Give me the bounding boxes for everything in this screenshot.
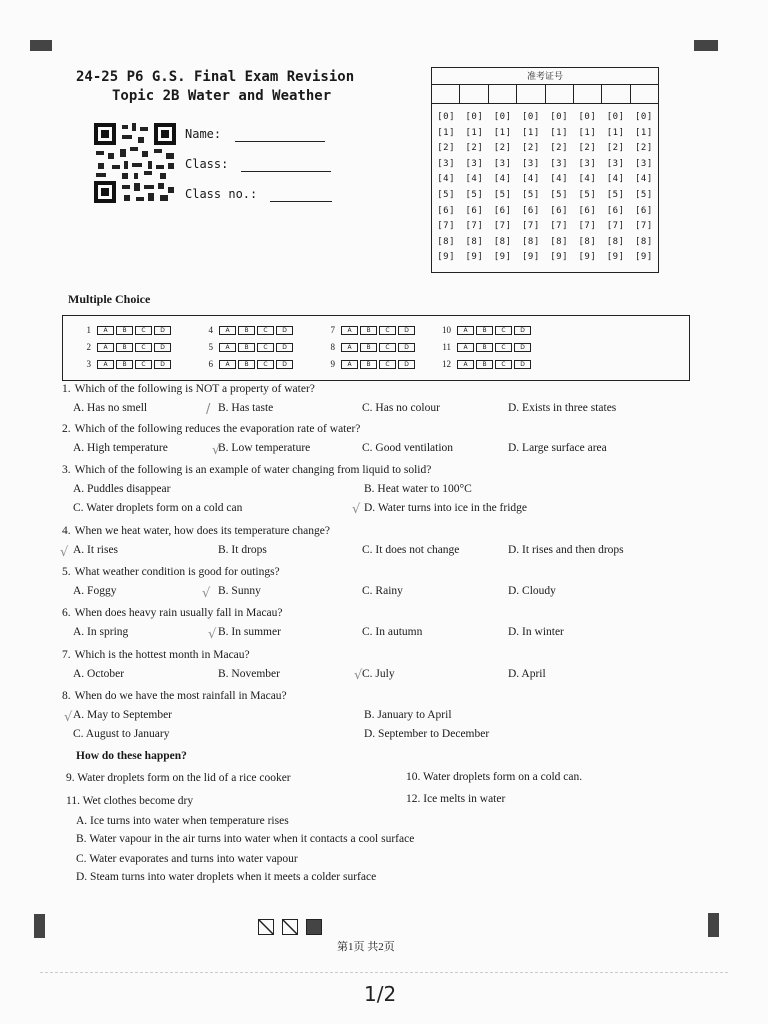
check-mark-icon: √	[202, 586, 211, 601]
id-digit-bubble[interactable]: [9]	[521, 252, 540, 263]
id-digit-bubble[interactable]: [0]	[437, 112, 455, 122]
id-digit-bubble[interactable]: [9]	[606, 252, 625, 263]
id-grid-header: 准考证号	[432, 68, 658, 85]
id-digit-bubble[interactable]: [8]	[578, 236, 597, 247]
answer-bubble[interactable]: A	[219, 326, 236, 335]
id-digit-columns	[432, 104, 658, 266]
part2-heading: How do these happen?	[76, 750, 187, 762]
check-mark-icon: √	[352, 502, 361, 517]
answer-option[interactable]: A. Puddles disappear	[73, 483, 171, 495]
answer-bubble[interactable]: B	[116, 343, 133, 352]
answer-number: 1	[86, 325, 91, 335]
question-number: 3.	[62, 464, 71, 476]
id-digit-bubble[interactable]: [2]	[606, 143, 625, 154]
id-digit-bubble[interactable]: [6]	[437, 205, 455, 216]
scan-edge	[40, 972, 728, 973]
answer-row	[437, 341, 533, 353]
answer-number: 7	[330, 325, 335, 335]
answer-option[interactable]: C. Good ventilation	[362, 442, 454, 454]
matching-item: 12. Ice melts in water	[406, 793, 506, 805]
answer-bubble[interactable]: D	[276, 360, 293, 369]
answer-row	[437, 324, 533, 336]
id-digit-column	[432, 110, 460, 266]
id-digit-bubble[interactable]: [6]	[493, 205, 512, 216]
answer-bubble[interactable]: C	[495, 326, 512, 335]
answer-option[interactable]: D. It rises and then drops	[508, 544, 624, 556]
answer-number: 6	[208, 359, 213, 369]
answer-bubble[interactable]: A	[219, 343, 236, 352]
id-digit-bubble[interactable]: [7]	[606, 221, 625, 232]
answer-bubble[interactable]: D	[398, 360, 415, 369]
matching-item: 10. Water droplets form on a cold can.	[406, 771, 583, 783]
answer-bubble[interactable]: D	[398, 343, 415, 352]
answer-bubble[interactable]: D	[514, 360, 531, 369]
id-digit-column	[489, 110, 517, 266]
answer-bubble[interactable]: B	[360, 343, 377, 352]
id-digit-bubble[interactable]: [5]	[465, 189, 484, 200]
id-digit-bubble[interactable]: [0]	[465, 112, 484, 122]
check-mark-icon: √	[60, 545, 69, 560]
answer-bubble[interactable]: B	[238, 343, 255, 352]
class-label: Class:	[185, 157, 229, 171]
id-digit-bubble[interactable]: [4]	[550, 174, 568, 185]
class-field[interactable]	[241, 171, 331, 172]
answer-bubble[interactable]: D	[154, 326, 171, 335]
matching-item: 9. Water droplets form on the lid of a rice cooker	[66, 772, 291, 784]
answer-option[interactable]: A. Foggy	[73, 585, 117, 597]
question-text	[62, 423, 360, 435]
id-entry-row	[432, 85, 658, 104]
answer-bubble[interactable]: D	[154, 343, 171, 352]
id-digit-bubble[interactable]: [7]	[550, 221, 568, 232]
answer-row	[199, 341, 295, 353]
id-digit-bubble[interactable]: [3]	[550, 158, 568, 169]
matching-item: 11. Wet clothes become dry	[66, 795, 194, 807]
answer-bubble[interactable]: C	[379, 343, 396, 352]
question-stem: Which of the following is an example of water changing from liquid to solid?	[74, 464, 432, 476]
answer-option[interactable]: C. July	[362, 668, 395, 680]
answer-bubble[interactable]: A	[457, 326, 474, 335]
question-number: 2.	[62, 423, 71, 435]
id-digit-bubble[interactable]: [8]	[437, 236, 455, 247]
id-digit-column	[602, 110, 630, 266]
name-label: Name:	[185, 127, 222, 141]
id-digit-bubble[interactable]: [6]	[634, 205, 653, 216]
answer-row	[77, 324, 173, 336]
slash-box-icon	[282, 919, 298, 935]
page-number: 第1页 共2页	[337, 941, 395, 953]
id-digit-bubble[interactable]: [1]	[550, 127, 568, 138]
answer-option[interactable]: D. Water turns into ice in the fridge	[364, 502, 528, 514]
id-digit-bubble[interactable]: [2]	[550, 143, 568, 154]
id-digit-bubble[interactable]: [6]	[465, 205, 484, 216]
answer-bubble[interactable]: B	[476, 360, 493, 369]
matching-choice: B. Water vapour in the air turns into water when it contacts a cool surface	[76, 833, 415, 845]
answer-bubble[interactable]: C	[135, 360, 152, 369]
id-digit-bubble[interactable]: [7]	[493, 221, 512, 232]
answer-bubble[interactable]: C	[379, 326, 396, 335]
title-line-2: Topic 2B Water and Weather	[112, 88, 332, 104]
answer-option[interactable]: B. Has taste	[218, 402, 274, 414]
id-digit-bubble[interactable]: [4]	[493, 174, 512, 185]
question-stem: Which of the following reduces the evaporation rate of water?	[74, 423, 361, 435]
answer-bubble[interactable]: D	[514, 326, 531, 335]
question-text	[62, 607, 283, 619]
id-digit-bubble[interactable]: [8]	[634, 236, 653, 247]
id-digit-bubble[interactable]: [7]	[578, 221, 597, 232]
question-text	[62, 566, 280, 578]
answer-row	[321, 358, 417, 370]
id-digit-bubble[interactable]: [3]	[578, 158, 597, 169]
answer-bubble[interactable]: A	[457, 343, 474, 352]
answer-bubble[interactable]: A	[341, 343, 358, 352]
matching-choice: D. Steam turns into water droplets when it meets a colder surface	[76, 871, 377, 883]
id-digit-bubble[interactable]: [0]	[550, 112, 568, 122]
answer-row	[321, 341, 417, 353]
id-digit-column	[573, 110, 601, 266]
answer-bubble[interactable]: B	[238, 326, 255, 335]
id-digit-bubble[interactable]: [5]	[521, 189, 540, 200]
answer-option[interactable]: A. October	[73, 668, 125, 680]
id-digit-bubble[interactable]: [5]	[550, 189, 568, 200]
id-digit-bubble[interactable]: [2]	[521, 143, 540, 154]
answer-option[interactable]: A. High temperature	[73, 442, 168, 454]
answer-option[interactable]: A. Has no smell	[73, 402, 148, 414]
answer-bubble[interactable]: D	[398, 326, 415, 335]
answer-option[interactable]: B. It drops	[218, 544, 267, 556]
class-no-label: Class no.:	[185, 187, 258, 201]
answer-bubble[interactable]: A	[219, 360, 236, 369]
id-digit-bubble[interactable]: [3]	[465, 158, 484, 169]
answer-bubble[interactable]: C	[135, 326, 152, 335]
id-digit-bubble[interactable]: [4]	[606, 174, 625, 185]
question-stem: Which of the following is NOT a property of water?	[74, 383, 315, 395]
answer-sheet	[62, 315, 690, 381]
id-digit-bubble[interactable]: [4]	[521, 174, 540, 185]
id-digit-bubble[interactable]: [0]	[606, 112, 625, 122]
id-digit-bubble[interactable]: [7]	[634, 221, 653, 232]
id-digit-bubble[interactable]: [5]	[437, 189, 455, 200]
id-digit-bubble[interactable]: [9]	[493, 252, 512, 263]
id-digit-bubble[interactable]: [8]	[521, 236, 540, 247]
question-number: 1.	[62, 383, 71, 395]
check-mark-icon: √	[212, 443, 221, 458]
id-digit-bubble[interactable]: [4]	[465, 174, 484, 185]
id-digit-bubble[interactable]: [1]	[606, 127, 625, 138]
matching-choice: C. Water evaporates and turns into water vapour	[76, 853, 298, 865]
question-text	[62, 464, 431, 476]
question-number: 8.	[62, 690, 71, 702]
question-text	[62, 690, 287, 702]
id-digit-bubble[interactable]: [7]	[521, 221, 540, 232]
id-digit-bubble[interactable]: [8]	[550, 236, 568, 247]
question-number: 5.	[62, 566, 71, 578]
answer-bubble[interactable]: D	[514, 343, 531, 352]
answer-bubble[interactable]: A	[97, 343, 114, 352]
answer-bubble[interactable]: C	[379, 360, 396, 369]
answer-option[interactable]: C. In autumn	[362, 626, 423, 638]
answer-number: 10	[442, 325, 451, 335]
answer-bubble[interactable]: A	[457, 360, 474, 369]
answer-option[interactable]: B. Sunny	[218, 585, 261, 597]
answer-option[interactable]: A. In spring	[73, 626, 129, 638]
id-digit-bubble[interactable]: [1]	[521, 127, 540, 138]
check-mark-icon: /	[206, 402, 211, 417]
id-digit-bubble[interactable]: [6]	[578, 205, 597, 216]
id-digit-bubble[interactable]: [3]	[437, 158, 455, 169]
answer-option[interactable]: B. Low temperature	[218, 442, 311, 454]
answer-bubble[interactable]: A	[97, 360, 114, 369]
check-mark-icon: √	[208, 627, 217, 642]
id-digit-bubble[interactable]: [0]	[634, 112, 653, 122]
answer-option[interactable]: A. May to September	[73, 709, 173, 721]
answer-option[interactable]: D. Exists in three states	[508, 402, 617, 414]
answer-number: 3	[86, 359, 91, 369]
answer-bubble[interactable]: B	[360, 326, 377, 335]
section-title: Multiple Choice	[68, 292, 151, 306]
name-field[interactable]	[235, 141, 325, 142]
answer-row	[437, 358, 533, 370]
answer-option[interactable]: B. In summer	[218, 626, 281, 638]
question-text	[62, 649, 250, 661]
title-line-1: 24-25 P6 G.S. Final Exam Revision	[76, 69, 355, 85]
answer-bubble[interactable]: C	[257, 343, 274, 352]
answer-option[interactable]: D. Large surface area	[508, 442, 607, 454]
answer-option[interactable]: B. January to April	[364, 709, 452, 721]
answer-option[interactable]: C. August to January	[73, 728, 170, 740]
registration-mark-bottom-right	[708, 913, 719, 937]
id-digit-bubble[interactable]: [6]	[550, 205, 568, 216]
question-number: 4.	[62, 525, 71, 537]
id-digit-bubble[interactable]: [5]	[578, 189, 597, 200]
id-digit-bubble[interactable]: [0]	[493, 112, 512, 122]
id-digit-bubble[interactable]: [2]	[437, 143, 455, 154]
answer-row	[199, 358, 295, 370]
id-digit-bubble[interactable]: [8]	[465, 236, 484, 247]
id-digit-bubble[interactable]: [7]	[437, 221, 455, 232]
slash-box-icon	[258, 919, 274, 935]
question-number: 6.	[62, 607, 71, 619]
answer-bubble[interactable]: C	[257, 326, 274, 335]
id-digit-column	[517, 110, 545, 266]
id-digit-bubble[interactable]: [8]	[493, 236, 512, 247]
answer-bubble[interactable]: B	[116, 326, 133, 335]
id-digit-bubble[interactable]: [9]	[634, 252, 653, 263]
id-digit-bubble[interactable]: [5]	[493, 189, 512, 200]
id-digit-bubble[interactable]: [9]	[437, 252, 455, 263]
answer-option[interactable]: B. Heat water to 100°C	[364, 483, 472, 495]
question-stem: Which is the hottest month in Macau?	[74, 649, 250, 661]
id-digit-bubble[interactable]: [1]	[634, 127, 653, 138]
filled-box-icon	[306, 919, 322, 935]
id-digit-bubble[interactable]: [6]	[606, 205, 625, 216]
answer-bubble[interactable]: C	[135, 343, 152, 352]
id-digit-bubble[interactable]: [1]	[493, 127, 512, 138]
id-digit-column	[460, 110, 488, 266]
answer-bubble[interactable]: C	[495, 343, 512, 352]
id-digit-column	[630, 110, 658, 266]
id-digit-bubble[interactable]: [6]	[521, 205, 540, 216]
answer-option[interactable]: B. November	[218, 668, 280, 680]
id-digit-bubble[interactable]: [0]	[521, 112, 540, 122]
answer-number: 9	[330, 359, 335, 369]
answer-bubble[interactable]: B	[476, 343, 493, 352]
id-digit-bubble[interactable]: [2]	[634, 143, 653, 154]
answer-option[interactable]: C. Rainy	[362, 585, 403, 597]
answer-bubble[interactable]: D	[276, 343, 293, 352]
answer-option[interactable]: D. In winter	[508, 626, 564, 638]
question-stem: When do we have the most rainfall in Macau?	[74, 690, 287, 702]
id-digit-bubble[interactable]: [9]	[550, 252, 568, 263]
footer-boxes	[258, 918, 326, 936]
answer-bubble[interactable]: D	[276, 326, 293, 335]
answer-number: 4	[208, 325, 213, 335]
answer-bubble[interactable]: B	[476, 326, 493, 335]
class-no-field[interactable]	[270, 201, 332, 202]
answer-number: 5	[208, 342, 213, 352]
qr-code	[94, 123, 178, 203]
registration-mark-top-left	[30, 40, 52, 51]
question-number: 7.	[62, 649, 71, 661]
answer-option[interactable]: D. April	[508, 668, 546, 680]
id-digit-bubble[interactable]: [4]	[578, 174, 597, 185]
answer-bubble[interactable]: A	[341, 326, 358, 335]
id-digit-bubble[interactable]: [4]	[634, 174, 653, 185]
viewer-page-indicator: 1/2	[364, 982, 397, 1006]
answer-number: 11	[442, 342, 451, 352]
answer-bubble[interactable]: B	[238, 360, 255, 369]
answer-bubble[interactable]: B	[360, 360, 377, 369]
id-digit-bubble[interactable]: [3]	[606, 158, 625, 169]
id-digit-bubble[interactable]: [5]	[606, 189, 625, 200]
id-digit-bubble[interactable]: [2]	[578, 143, 597, 154]
answer-bubble[interactable]: C	[495, 360, 512, 369]
id-digit-bubble[interactable]: [0]	[578, 112, 597, 122]
check-mark-icon: √	[354, 668, 363, 683]
exam-title	[76, 68, 354, 106]
answer-number: 2	[86, 342, 91, 352]
id-digit-bubble[interactable]: [1]	[578, 127, 597, 138]
question-text	[62, 525, 330, 537]
id-digit-bubble[interactable]: [8]	[606, 236, 625, 247]
answer-option[interactable]: D. September to December	[364, 728, 490, 740]
answer-option[interactable]: A. It rises	[73, 544, 119, 556]
answer-option[interactable]: C. It does not change	[362, 544, 460, 556]
answer-option[interactable]: C. Has no colour	[362, 402, 440, 414]
id-digit-bubble[interactable]: [5]	[634, 189, 653, 200]
answer-row	[77, 358, 173, 370]
answer-row	[321, 324, 417, 336]
answer-row	[77, 341, 173, 353]
answer-bubble[interactable]: A	[341, 360, 358, 369]
id-digit-bubble[interactable]: [3]	[634, 158, 653, 169]
id-digit-bubble[interactable]: [7]	[465, 221, 484, 232]
exam-id-grid	[431, 67, 659, 273]
question-stem: What weather condition is good for outings?	[74, 566, 280, 578]
id-digit-column	[545, 110, 573, 266]
answer-bubble[interactable]: D	[154, 360, 171, 369]
answer-bubble[interactable]: A	[97, 326, 114, 335]
answer-bubble[interactable]: C	[257, 360, 274, 369]
matching-choice: A. Ice turns into water when temperature rises	[76, 815, 289, 827]
id-digit-bubble[interactable]: [9]	[465, 252, 484, 263]
id-digit-bubble[interactable]: [4]	[437, 174, 455, 185]
id-digit-bubble[interactable]: [9]	[578, 252, 597, 263]
id-digit-bubble[interactable]: [1]	[437, 127, 455, 138]
answer-option[interactable]: C. Water droplets form on a cold can	[73, 502, 243, 514]
question-stem: When we heat water, how does its temperature change?	[74, 525, 330, 537]
answer-option[interactable]: D. Cloudy	[508, 585, 556, 597]
registration-mark-bottom-left	[34, 914, 45, 938]
id-digit-bubble[interactable]: [3]	[521, 158, 540, 169]
id-digit-bubble[interactable]: [3]	[493, 158, 512, 169]
id-digit-bubble[interactable]: [2]	[493, 143, 512, 154]
answer-row	[199, 324, 295, 336]
question-text	[62, 383, 315, 395]
check-mark-icon: √	[64, 710, 73, 725]
answer-bubble[interactable]: B	[116, 360, 133, 369]
answer-number: 12	[442, 359, 451, 369]
id-digit-bubble[interactable]: [2]	[465, 143, 484, 154]
id-digit-bubble[interactable]: [1]	[465, 127, 484, 138]
question-stem: When does heavy rain usually fall in Macau?	[74, 607, 283, 619]
registration-mark-top-right	[694, 40, 718, 51]
answer-number: 8	[330, 342, 335, 352]
